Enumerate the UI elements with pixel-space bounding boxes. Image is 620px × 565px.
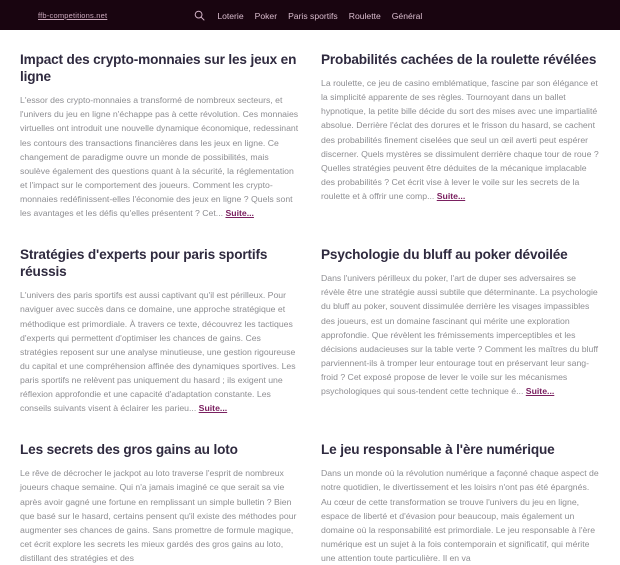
nav-list	[217, 6, 422, 24]
post-excerpt	[321, 76, 600, 203]
post-title-link[interactable]: Le jeu responsable à l'ère numérique	[321, 442, 555, 458]
post-title	[20, 51, 299, 85]
nav-item-poker	[255, 6, 277, 24]
post-grid	[0, 30, 620, 565]
post-excerpt-text: L'univers des paris sportifs est aussi captivant qu'il est périlleux. Pour naviguer avec succès dans ce domaine, une approche stratégique et méthodique est primordiale. À travers ce texte, découvrez les tactiques d'experts qui permettent d'optimiser les chances de gains. Ces stratégies reposent sur une analyse minutieuse, une gestion rigoureuse du capital et une compréhension affinée des dynamiques sportives. Les paris sportifs ne relèvent pas uniquement du hasard ; ils exigent une réflexion approfondie et une capacité d'adaptation constante. Les conseils suivants visent à éclairer les parieu...	[20, 290, 296, 414]
nav-link-general[interactable]: Général	[391, 11, 423, 21]
search-icon[interactable]	[193, 9, 206, 22]
post-title	[321, 246, 600, 263]
post-card	[321, 220, 600, 415]
post-excerpt	[20, 288, 299, 415]
post-excerpt-text: La roulette, ce jeu de casino emblématique, fascine par son élégance et la simplicité apparente de ses règles. Tournoyant dans un ballet hypnotique, la petite bille décide du sort des mises avec une impartialité absolue. Derrière l'éclat des dorures et le frisson du hasard, se cachent des probabilités finement ciselées que seul un œil averti peut espérer discerner. Quels mystères se dissimulent derrière chaque tour de roue ? Quelles stratégies peuvent être déduites de la mécanique implacable des probabilités ? Cet écrit vise à lever le voile sur les secrets de la roulette et à offrir une comp...	[321, 78, 599, 201]
nav-link-roulette[interactable]: Roulette	[348, 11, 381, 21]
post-card	[321, 415, 600, 565]
post-title-link[interactable]: Psychologie du bluff au poker dévoilée	[321, 247, 568, 263]
post-title	[321, 51, 600, 68]
read-more-link[interactable]: Suite...	[436, 190, 466, 201]
post-title-link[interactable]: Probabilités cachées de la roulette révélées	[321, 52, 597, 67]
nav-item-loterie	[217, 6, 243, 24]
post-excerpt-text: L'essor des crypto-monnaies a transformé de nombreux secteurs, et l'univers du jeu en ligne n'échappe pas à cette révolution. Ces monnaies virtuelles ont introduit une nouvelle dynamique économique, redessinant les contours des transactions financières dans les jeux en ligne. Ce changement de paradigme ouvre un monde de possibilités, mais soulève également des questions quant à la sécurité, la réglementation et l'impact sur le comportement des joueurs. Comment les crypto-monnaies redéfinissent-elles l'économie des jeux en ligne ? Quels sont les avantages et les défis qu'elles présentent ? Cet...	[20, 95, 299, 218]
read-more-link[interactable]: Suite...	[225, 208, 254, 218]
nav-item-roulette	[349, 6, 381, 24]
post-excerpt: Dans un monde où la révolution numérique a façonné chaque aspect de notre quotidien, le divertissement et les loisirs n'ont pas été épargnés. Au cœur de cette transformation se trouve l'univers du jeu en ligne, espace de liberté et d'évasion pour beaucoup, mais également un domaine où la responsabilité est primordiale. Le jeu responsable à l'ère numérique est un sujet à la fois contemporain et significatif, qui mérite une attention toute particulière. Il en va	[321, 468, 599, 563]
post-card	[321, 42, 600, 220]
post-title	[20, 441, 299, 458]
post-excerpt	[20, 93, 299, 220]
site-logo[interactable]: ffb-competitions.net	[38, 10, 108, 20]
nav-item-paris-sportifs	[288, 6, 338, 24]
nav-link-loterie[interactable]: Loterie	[217, 11, 244, 21]
read-more-link[interactable]: Suite...	[198, 403, 228, 414]
post-excerpt-text: Dans l'univers périlleux du poker, l'art de duper ses adversaires se révèle être une stratégie aussi subtile que déterminante. La psychologie du bluff au poker, souvent dissimulée derrière les visages impassibles des joueurs, est un domaine fascinant qui mérite une exploration approfondie. Que révèlent les frémissements imperceptibles et les décisions audacieuses sur la table verte ? Comment les maîtres du bluff parviennent-ils à tromper leur entourage tout en préservant leur sang-froid ? Cet exposé propose de lever le voile sur les mécanismes psychologiques qui sous-tendent cette technique é...	[321, 273, 599, 396]
post-card	[20, 42, 299, 220]
post-title-link[interactable]: Les secrets des gros gains au loto	[20, 442, 238, 458]
nav-link-poker[interactable]: Poker	[254, 11, 278, 21]
post-excerpt: Le rêve de décrocher le jackpot au loto traverse l'esprit de nombreux joueurs chaque semaine. Qui n'a jamais imaginé ce que serait sa vie après avoir gagné une fortune en remplissant un simple bulletin ? Bien que basé sur le hasard, certains pensent qu'il existe des méthodes pour augmenter ses chances de gains. Sans promettre de formule magique, cet écrit explore les secrets les mieux gardés des gros gains au loto, distillant des stratégies et des	[20, 468, 297, 563]
post-card	[20, 415, 299, 565]
nav-link-paris-sportifs[interactable]: Paris sportifs	[288, 11, 338, 21]
post-title	[20, 246, 299, 280]
post-title	[321, 441, 600, 458]
primary-navigation	[193, 6, 422, 24]
site-header	[0, 0, 620, 30]
post-card	[20, 220, 299, 415]
nav-item-general	[392, 6, 423, 24]
post-excerpt	[321, 271, 600, 398]
read-more-link[interactable]: Suite...	[525, 385, 555, 396]
post-title-link[interactable]: Stratégies d'experts pour paris sportifs réussis	[20, 247, 268, 280]
post-title-link[interactable]: Impact des crypto-monnaies sur les jeux en ligne	[20, 52, 297, 85]
